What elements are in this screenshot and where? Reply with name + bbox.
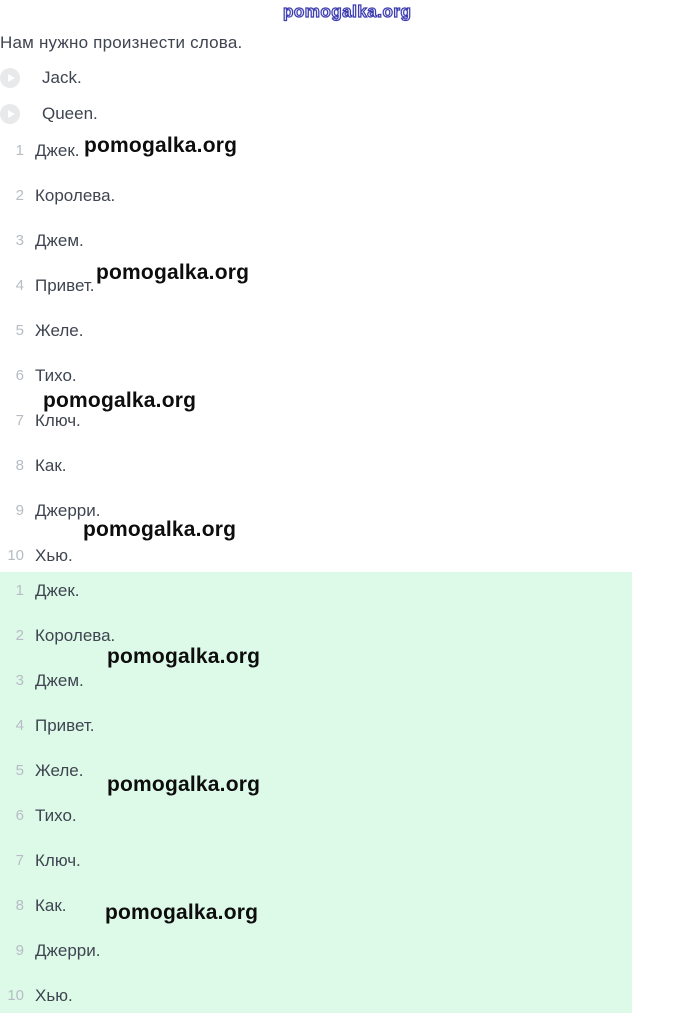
play-audio-button[interactable]	[0, 104, 20, 124]
site-watermark: pomogalka.org	[107, 645, 261, 668]
play-audio-button[interactable]	[0, 68, 20, 88]
item-number: 6	[15, 807, 24, 824]
item-word: Джем.	[35, 670, 84, 690]
site-watermark-top: pomogalka.org	[283, 2, 412, 21]
item-word: Желе.	[35, 760, 84, 780]
item-word: Как.	[35, 455, 67, 475]
item-number: 10	[7, 547, 24, 564]
list-item	[0, 748, 632, 793]
item-word: Тихо.	[35, 365, 77, 385]
item-number: 6	[15, 367, 24, 384]
list-item	[0, 883, 632, 928]
item-number: 2	[15, 627, 24, 644]
item-word: Ключ.	[35, 850, 81, 870]
item-number: 9	[15, 942, 24, 959]
item-word: Джек.	[35, 580, 80, 600]
item-word: Хью.	[35, 545, 73, 565]
play-icon	[8, 110, 15, 118]
site-watermark: pomogalka.org	[105, 901, 259, 924]
site-watermark: pomogalka.org	[107, 773, 261, 796]
list-item	[0, 443, 632, 488]
item-number: 8	[15, 457, 24, 474]
word-list	[0, 128, 632, 578]
list-item	[0, 308, 632, 353]
item-number: 9	[15, 502, 24, 519]
item-word: Хью.	[35, 985, 73, 1005]
item-word: Как.	[35, 895, 67, 915]
item-number: 7	[15, 852, 24, 869]
item-word: Королева.	[35, 185, 116, 205]
site-watermark: pomogalka.org	[83, 518, 237, 541]
item-number: 4	[15, 277, 24, 294]
list-item	[0, 793, 632, 838]
audio-row-jack	[0, 60, 82, 96]
audio-word-label: Queen.	[42, 104, 98, 123]
list-item	[0, 568, 632, 613]
item-number: 2	[15, 187, 24, 204]
list-item	[0, 218, 632, 263]
item-word: Тихо.	[35, 805, 77, 825]
item-word: Джем.	[35, 230, 84, 250]
audio-word-label: Jack.	[42, 68, 82, 87]
item-word: Желе.	[35, 320, 84, 340]
item-word: Королева.	[35, 625, 116, 645]
list-item	[0, 658, 632, 703]
item-number: 5	[15, 762, 24, 779]
list-item	[0, 928, 632, 973]
list-item	[0, 838, 632, 883]
answer-word-list	[0, 568, 632, 1018]
site-watermark: pomogalka.org	[96, 261, 250, 284]
item-number: 10	[7, 987, 24, 1004]
site-watermark: pomogalka.org	[43, 389, 197, 412]
item-number: 5	[15, 322, 24, 339]
site-watermark: pomogalka.org	[84, 134, 238, 157]
item-word: Джерри.	[35, 500, 101, 520]
list-item	[0, 263, 632, 308]
item-number: 3	[15, 672, 24, 689]
item-word: Ключ.	[35, 410, 81, 430]
item-number: 7	[15, 412, 24, 429]
list-item	[0, 703, 632, 748]
list-item	[0, 973, 632, 1018]
item-word: Привет.	[35, 275, 95, 295]
item-number: 1	[15, 142, 24, 159]
item-number: 8	[15, 897, 24, 914]
list-item	[0, 613, 632, 658]
item-word: Джек.	[35, 140, 80, 160]
item-word: Привет.	[35, 715, 95, 735]
list-item	[0, 173, 632, 218]
item-number: 1	[15, 582, 24, 599]
item-word: Джерри.	[35, 940, 101, 960]
item-number: 4	[15, 717, 24, 734]
play-icon	[8, 74, 15, 82]
item-number: 3	[15, 232, 24, 249]
task-title: Нам нужно произнести слова.	[0, 33, 243, 52]
audio-row-queen	[0, 96, 98, 132]
